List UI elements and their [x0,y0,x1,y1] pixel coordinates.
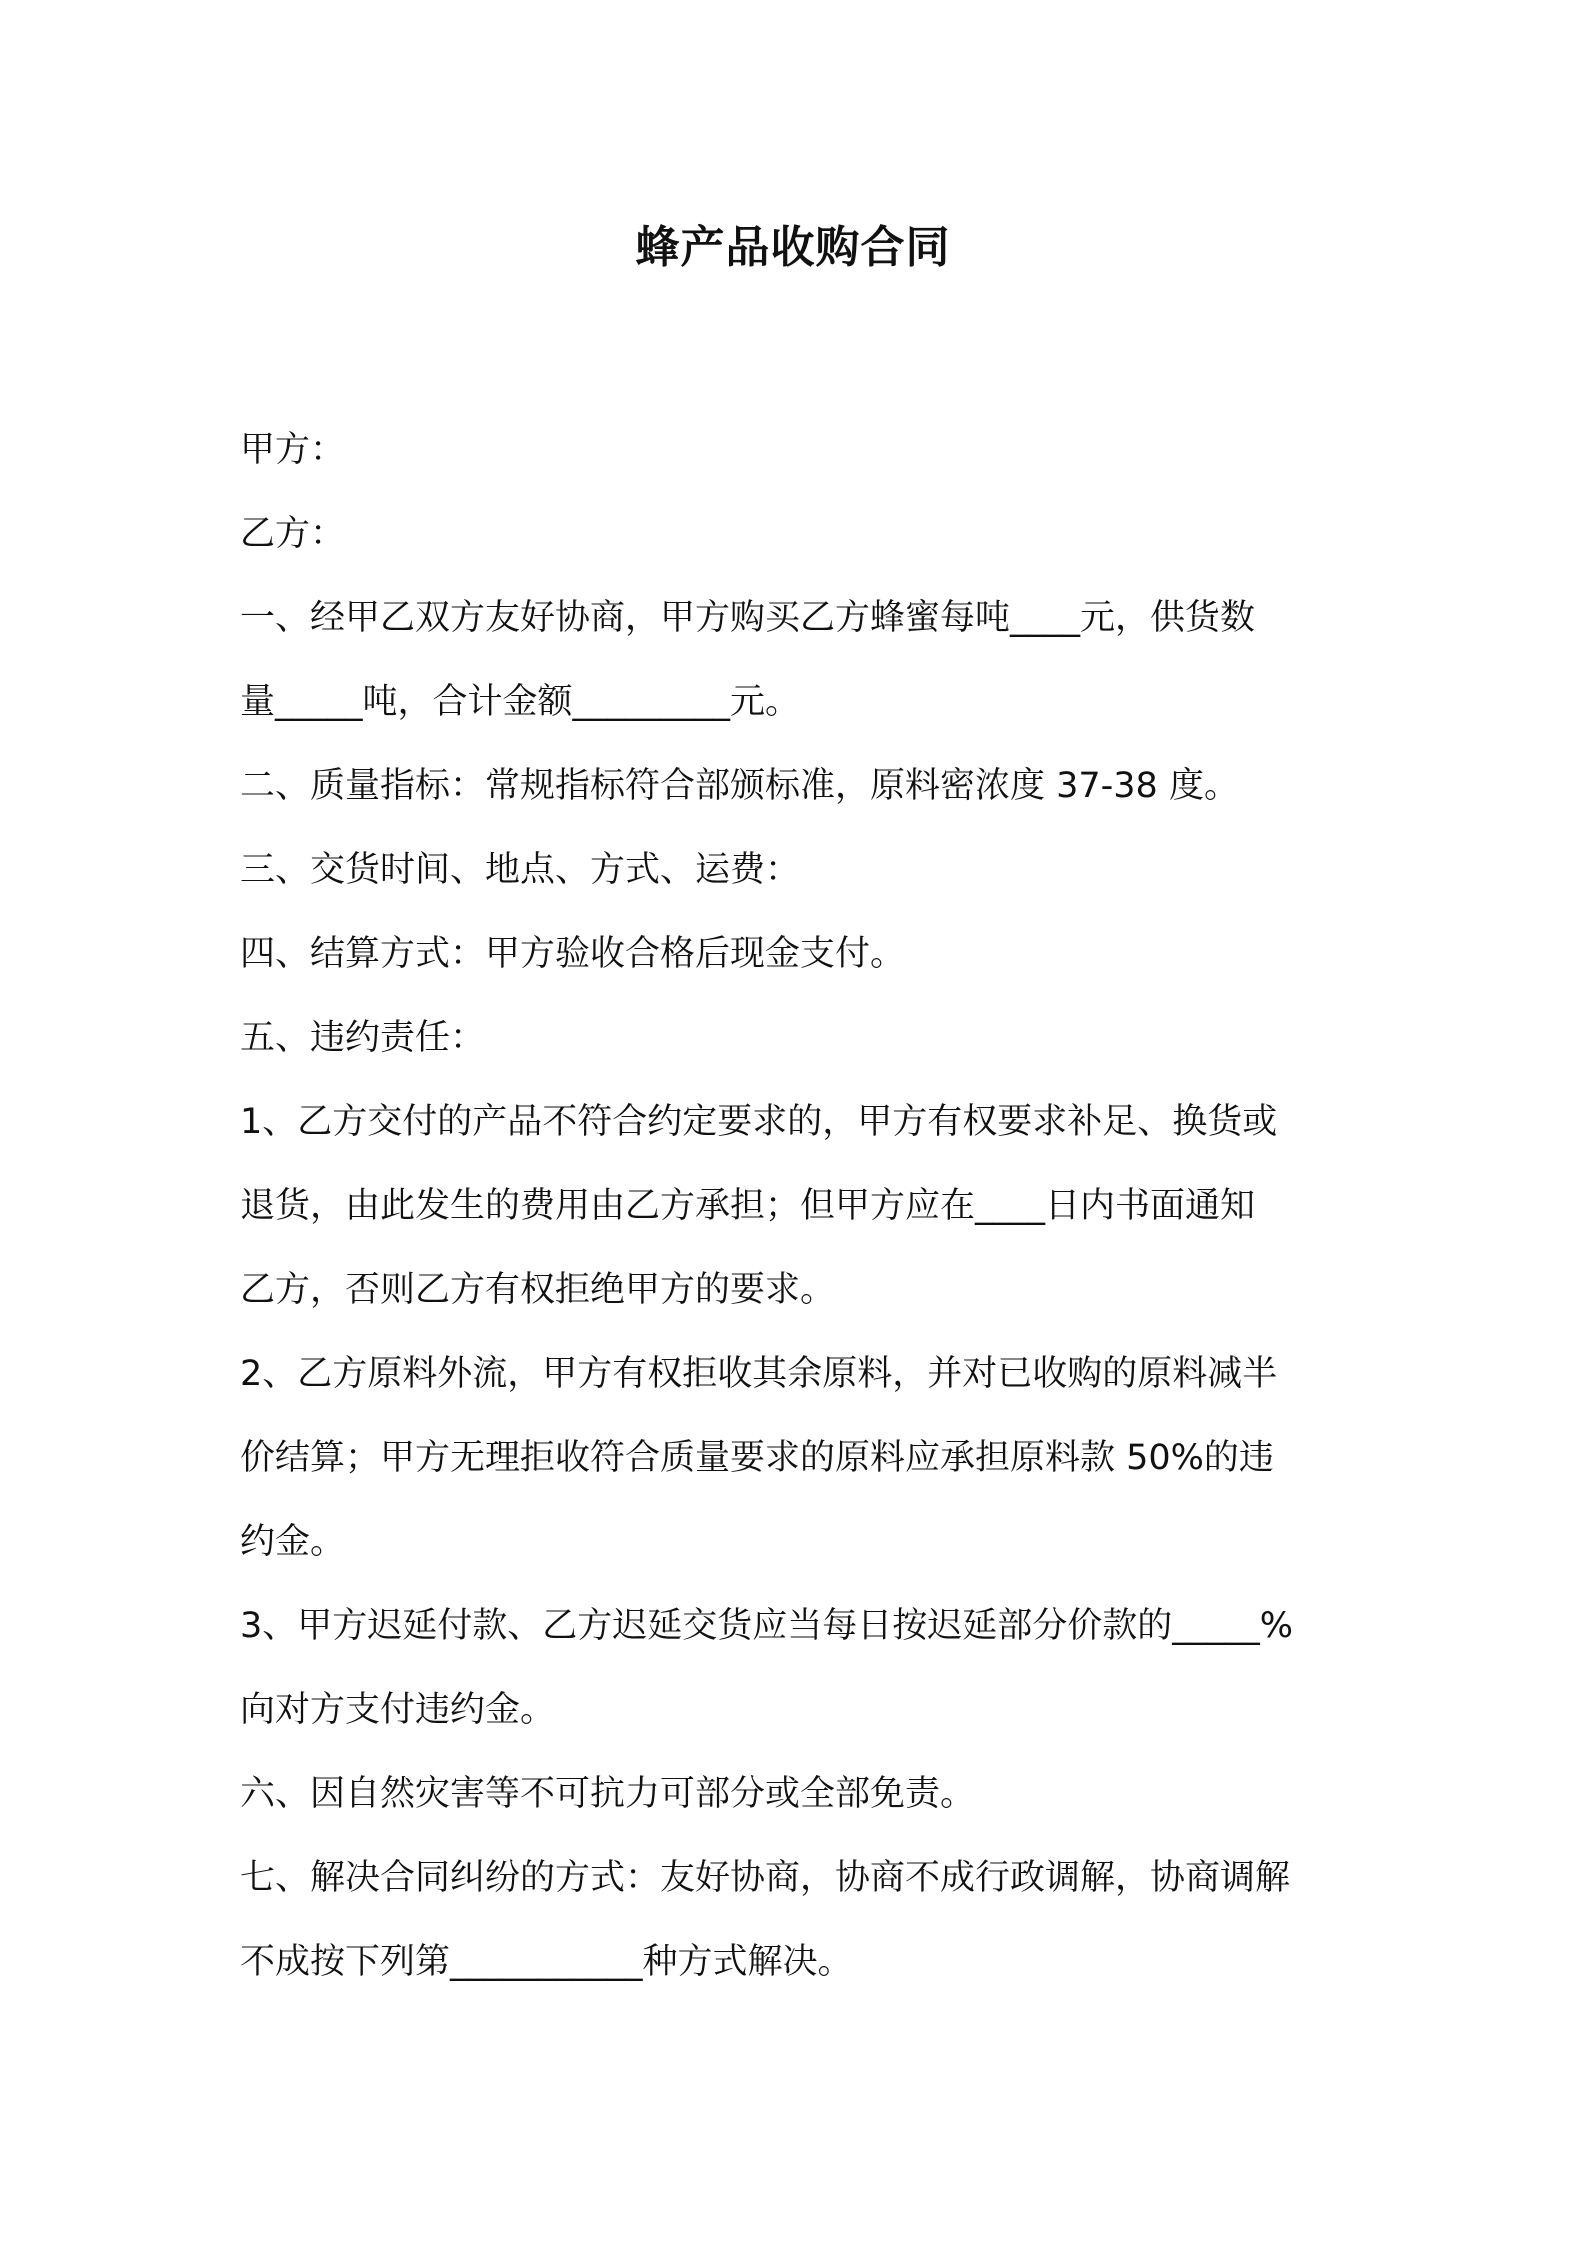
clause-7-line-1: 七、解决合同纠纷的方式：友好协商，协商不成行政调解，协商调解 [240,1858,1291,1898]
clause-3-line: 三、交货时间、地点、方式、运费： [240,850,801,890]
contract-body [240,408,1360,2004]
clause-1-line-1: 一、经甲乙双方友好协商，甲方购买乙方蜂蜜每吨____元，供货数 [240,598,1256,638]
clause-5-item-1-line-3: 乙方，否则乙方有权拒绝甲方的要求。 [240,1270,836,1310]
document-title: 蜂产品收购合同 [635,222,951,273]
clause-2-line: 二、质量指标：常规指标符合部颁标准，原料密浓度 37-38 度。 [240,766,1239,806]
clause-5-item-1-line-2: 退货，由此发生的费用由乙方承担；但甲方应在____日内书面通知 [240,1186,1256,1226]
clause-5-item-2-line-3: 约金。 [240,1522,346,1562]
clause-5-item-2-line-2: 价结算；甲方无理拒收符合质量要求的原料应承担原料款 50%的违 [240,1438,1274,1478]
clause-1-line-2: 量_____吨，合计金额_________元。 [240,682,801,722]
party-a-line: 甲方： [240,430,346,470]
clause-5-item-3-line-2: 向对方支付违约金。 [240,1690,556,1730]
clause-6-line: 六、因自然灾害等不可抗力可部分或全部免责。 [240,1774,976,1814]
clause-5-heading: 五、违约责任： [240,1018,486,1058]
clause-4-line: 四、结算方式：甲方验收合格后现金支付。 [240,934,906,974]
clause-7-line-2: 不成按下列第___________种方式解决。 [240,1942,853,1982]
clause-5-item-1-line-1: 1、乙方交付的产品不符合约定要求的，甲方有权要求补足、换货或 [240,1102,1278,1142]
party-b-line: 乙方： [240,514,346,554]
clause-5-item-3-line-1: 3、甲方迟延付款、乙方迟延交货应当每日按迟延部分价款的_____% [240,1606,1294,1646]
clause-5-item-2-line-1: 2、乙方原料外流，甲方有权拒收其余原料，并对已收购的原料减半 [240,1354,1278,1394]
